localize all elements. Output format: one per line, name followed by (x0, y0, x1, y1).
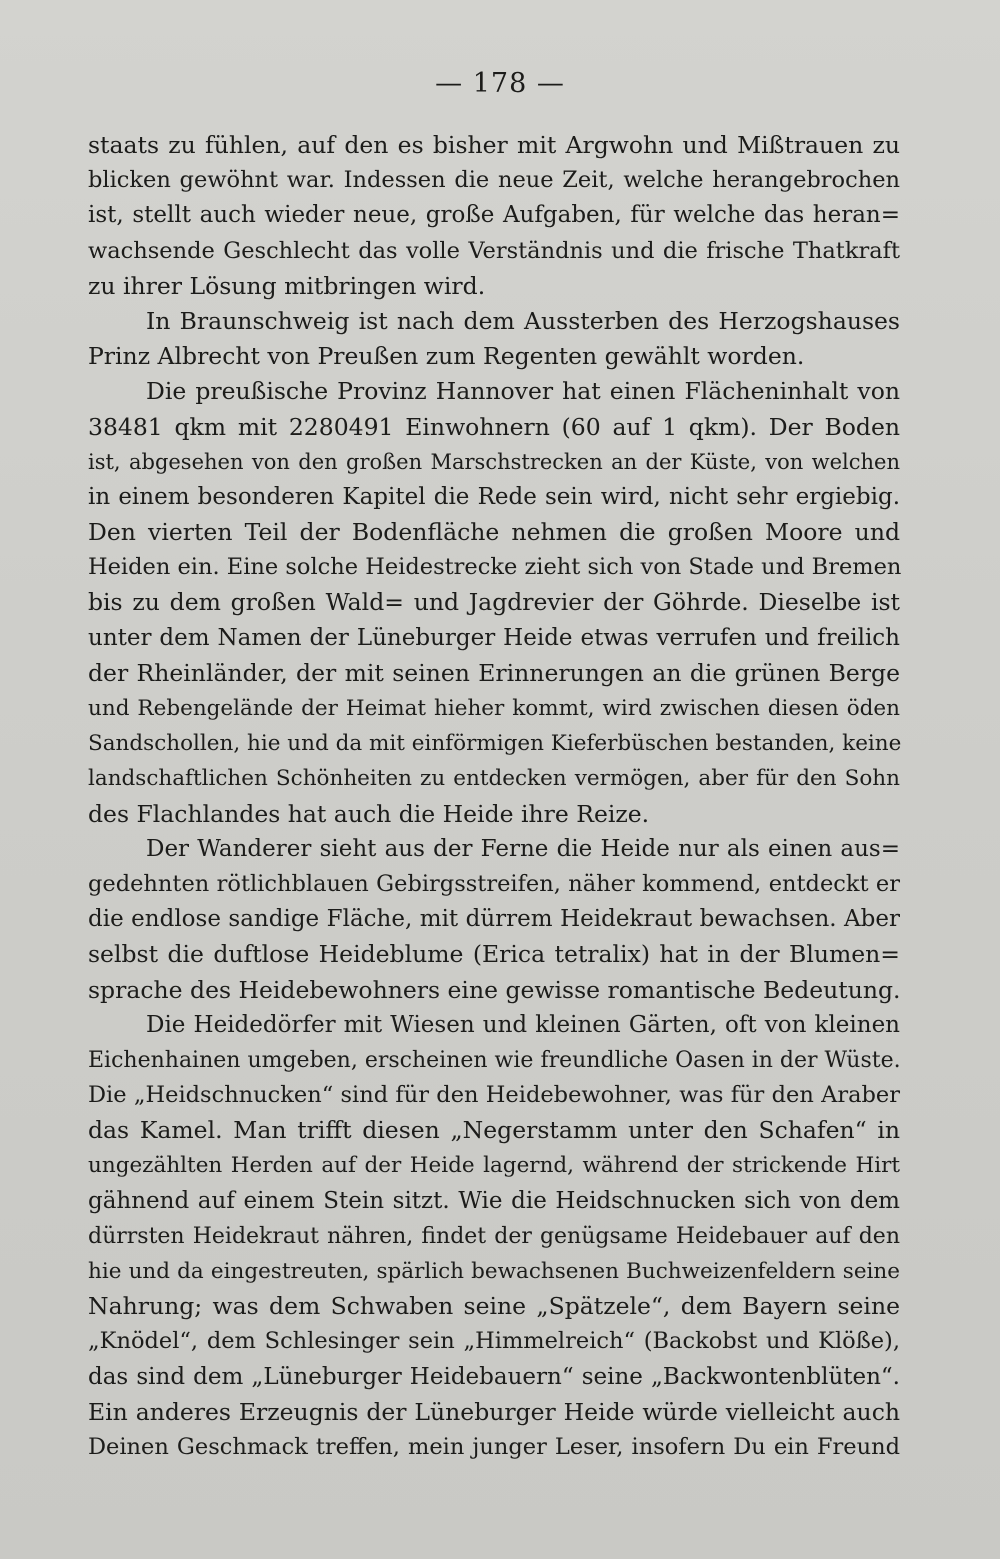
text-line: Eichenhainen umgeben, erscheinen wie freundliche Oasen in der Wüste. (88, 1047, 901, 1073)
text-line: hie und da eingestreuten, spärlich bewachsenen Buchweizenfeldern seine (88, 1259, 900, 1284)
text-line: Heiden ein. Eine solche Heidestrecke zieht sich von Stade und Bremen (88, 554, 902, 581)
text-line: Den vierten Teil der Bodenfläche nehmen die großen Moore und (88, 518, 900, 547)
text-line: unter dem Namen der Lüneburger Heide etwas verrufen und freilich (88, 624, 900, 651)
text-line: der Rheinländer, der mit seinen Erinnerungen an die grünen Berge (88, 658, 900, 687)
text-line: in einem besonderen Kapitel die Rede sein wird, nicht sehr ergiebig. (88, 483, 900, 510)
text-line: und Rebengelände der Heimat hieher kommt, wird zwischen diesen öden (88, 696, 900, 721)
text-line: 38481 qkm mit 2280491 Einwohnern (60 auf 1 qkm). Der Boden (88, 412, 900, 441)
text-line: In Braunschweig ist nach dem Aussterben des Herzogshauses (146, 306, 900, 335)
text-line: gedehnten rötlichblauen Gebirgsstreifen, näher kommend, entdeckt er (88, 870, 900, 897)
text-line: selbst die duftlose Heideblume (Erica tetralix) hat in der Blumen= (88, 940, 900, 969)
text-line: dürrsten Heidekraut nähren, findet der genügsame Heidebauer auf den (88, 1223, 900, 1249)
text-line: landschaftlichen Schönheiten zu entdecken vermögen, aber für den Sohn (88, 766, 900, 792)
text-line: die endlose sandige Fläche, mit dürrem Heidekraut bewachsen. Aber (88, 906, 900, 933)
text-line: ist, abgesehen von den großen Marschstrecken an der Küste, von welchen (88, 449, 900, 474)
text-line: zu ihrer Lösung mitbringen wird. (88, 271, 486, 300)
body-text (88, 128, 900, 1465)
text-line: das Kamel. Man trifft diesen „Negerstamm unter den Schafen“ in (88, 1116, 900, 1145)
text-line: „Knödel“, dem Schlesinger sein „Himmelreich“ (Backobst und Klöße), (88, 1328, 900, 1355)
text-line: Die „Heidschnucken“ sind für den Heidebewohner, was für den Araber (88, 1082, 900, 1109)
text-line: Ein anderes Erzeugnis der Lüneburger Heide würde vielleicht auch (88, 1397, 900, 1426)
text-line: ungezählten Herden auf der Heide lagernd, während der strickende Hirt (88, 1153, 900, 1179)
text-line: Die preußische Provinz Hannover hat einen Flächeninhalt von (146, 377, 900, 406)
text-line: Die Heidedörfer mit Wiesen und kleinen Gärten, oft von kleinen (146, 1011, 900, 1038)
text-line: gähnend auf einem Stein sitzt. Wie die Heidschnucken sich von dem (88, 1187, 900, 1214)
text-line: sprache des Heidebewohners eine gewisse romantische Bedeutung. (88, 975, 901, 1004)
text-line: des Flachlandes hat auch die Heide ihre Reize. (88, 799, 650, 828)
text-line: blicken gewöhnt war. Indessen die neue Zeit, welche herangebrochen (88, 167, 900, 194)
text-line: Sandschollen, hie und da mit einförmigen Kieferbüschen bestanden, keine (88, 731, 902, 757)
text-line: staats zu fühlen, auf den es bisher mit Argwohn und Mißtrauen zu (88, 131, 900, 159)
text-line: Der Wanderer sieht aus der Ferne die Heide nur als einen aus= (146, 835, 900, 862)
text-line: Prinz Albrecht von Preußen zum Regenten gewählt worden. (88, 342, 805, 371)
text-line: Deinen Geschmack treffen, mein junger Leser, insofern Du ein Freund (88, 1433, 900, 1460)
text-line: das sind dem „Lüneburger Heidebauern“ seine „Backwontenblüten“. (88, 1363, 900, 1390)
text-line: ist, stellt auch wieder neue, große Aufgaben, für welche das heran= (88, 202, 900, 229)
page-number: — 178 — (435, 68, 565, 99)
text-line: bis zu dem großen Wald= und Jagdrevier der Göhrde. Dieselbe ist (88, 588, 900, 617)
text-line: Nahrung; was dem Schwaben seine „Spätzele“, dem Bayern seine (88, 1292, 900, 1321)
text-line: wachsende Geschlecht das volle Verständnis und die frische Thatkraft (88, 237, 900, 264)
